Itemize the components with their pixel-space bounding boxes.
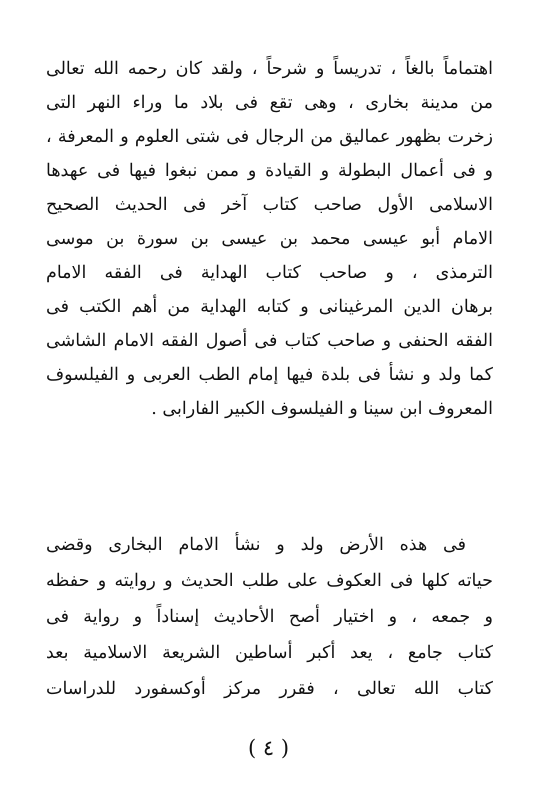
paragraph-2 (46, 528, 493, 708)
text-line: من مدينة بخارى ، وهى تقع فى بلاد ما وراء النهر التى (46, 93, 493, 113)
text-line: برهان الدين المرغينانى و كتابه الهداية من أهم الكتب فى (46, 297, 493, 317)
text-line: زخرت بظهور عماليق من الرجال فى شتى العلوم و المعرفة ، (46, 127, 493, 147)
text-line: كتاب جامع ، يعد أكبر أساطين الشريعة الاسلامية بعد (46, 643, 493, 663)
page-number: ( ٤ ) (247, 736, 290, 760)
text-line: الاسلامى الأول صاحب كتاب آخر فى الحديث الصحيح (46, 195, 493, 215)
text-line: الترمذى ، و صاحب كتاب الهداية فى الفقه الامام (46, 263, 493, 283)
text-line: كما ولد و نشأ فى بلدة فيها إمام الطب العربى و الفيلسوف (46, 365, 493, 385)
text-line: كتاب الله تعالى ، فقرر مركز أوكسفورد للدراسات (46, 679, 493, 699)
text-line: الفقه الحنفى و صاحب كتاب فى أصول الفقه الامام الشاشى (46, 331, 493, 351)
text-line: المعروف ابن سينا و الفيلسوف الكبير الفارابى . (151, 399, 493, 419)
text-line: اهتماماً بالغاً ، تدريساً و شرحاً ، ولقد كان رحمه الله تعالى (46, 59, 493, 79)
text-line: الامام أبو عيسى محمد بن عيسى بن سورة بن موسى (46, 229, 493, 249)
text-line: فى هذه الأرض ولد و نشأ الامام البخارى وقضى (46, 535, 466, 555)
text-line: و فى أعمال البطولة و القيادة و ممن نبغوا فيها فى عهدها (46, 161, 493, 181)
paragraph-1 (46, 52, 493, 426)
text-line: حياته كلها فى العكوف على طلب الحديث و روايته و حفظه (46, 571, 493, 591)
text-line: و جمعه ، و اختيار أصح الأحاديث إسناداً و رواية فى (46, 607, 493, 627)
